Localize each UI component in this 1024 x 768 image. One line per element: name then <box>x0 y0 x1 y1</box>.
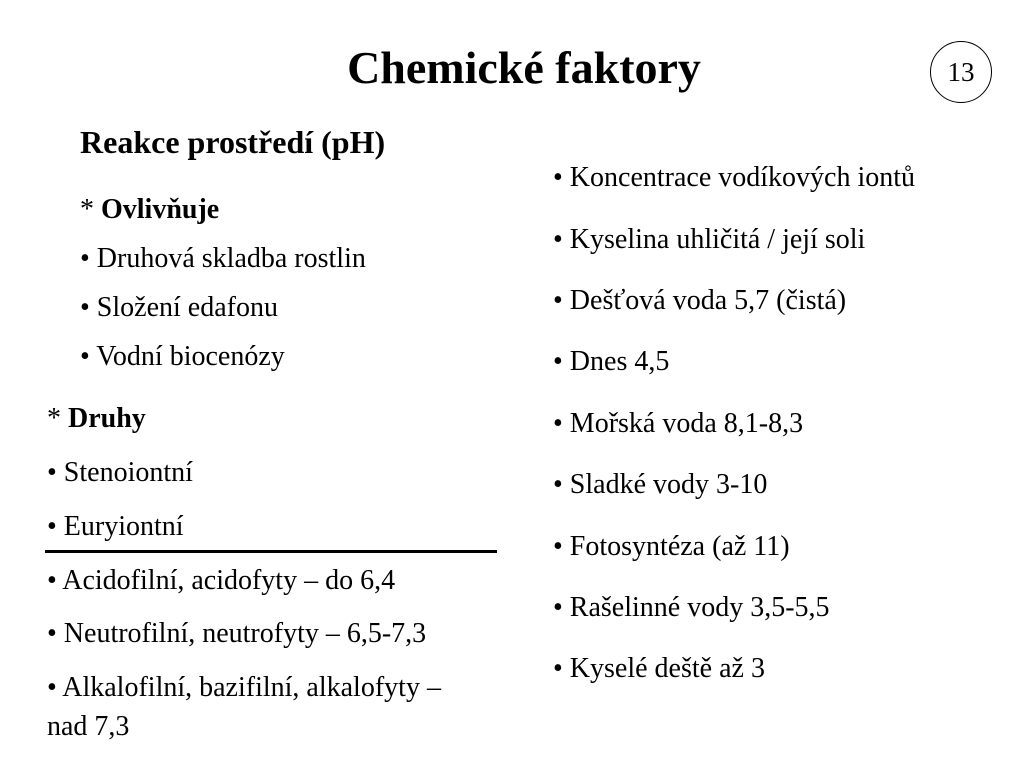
right-list-item: • Rašelinné vody 3,5-5,5 <box>553 592 830 623</box>
influences-prefix: * <box>80 194 101 225</box>
category-item: • Alkalofilní, bazifilní, alkalofyty – <box>47 672 441 703</box>
influence-item: • Složení edafonu <box>80 292 278 323</box>
category-item: • Acidofilní, acidofyty – do 6,4 <box>47 565 396 596</box>
types-heading <box>47 401 146 437</box>
right-list-item: • Kyselé deště až 3 <box>553 653 765 684</box>
influences-heading <box>80 192 219 228</box>
influence-item: • Druhová skladba rostlin <box>80 243 366 274</box>
right-list-item: • Dešťová voda 5,7 (čistá) <box>553 285 847 316</box>
right-list-item: • Mořská voda 8,1-8,3 <box>553 408 804 439</box>
right-list-item: • Sladké vody 3-10 <box>553 469 768 500</box>
divider-line <box>45 550 497 553</box>
type-item: • Stenoiontní <box>47 457 193 488</box>
right-list-item: • Koncentrace vodíkových iontů <box>553 162 916 193</box>
influences-label: Ovlivňuje <box>101 194 220 225</box>
section-heading: Reakce prostředí (pH) <box>80 124 386 160</box>
category-item-continuation: nad 7,3 <box>47 711 130 742</box>
right-list-item: • Kyselina uhličitá / její soli <box>553 224 866 255</box>
type-item: • Euryiontní <box>47 511 184 542</box>
page-number-badge: 13 <box>930 41 992 103</box>
right-list-item: • Dnes 4,5 <box>553 346 670 377</box>
types-prefix: * <box>47 403 68 434</box>
slide-title: Chemické faktory <box>347 42 701 93</box>
types-label: Druhy <box>68 403 146 434</box>
influence-item: • Vodní biocenózy <box>80 341 285 372</box>
right-list-item: • Fotosyntéza (až 11) <box>553 531 790 562</box>
category-item: • Neutrofilní, neutrofyty – 6,5-7,3 <box>47 618 427 649</box>
